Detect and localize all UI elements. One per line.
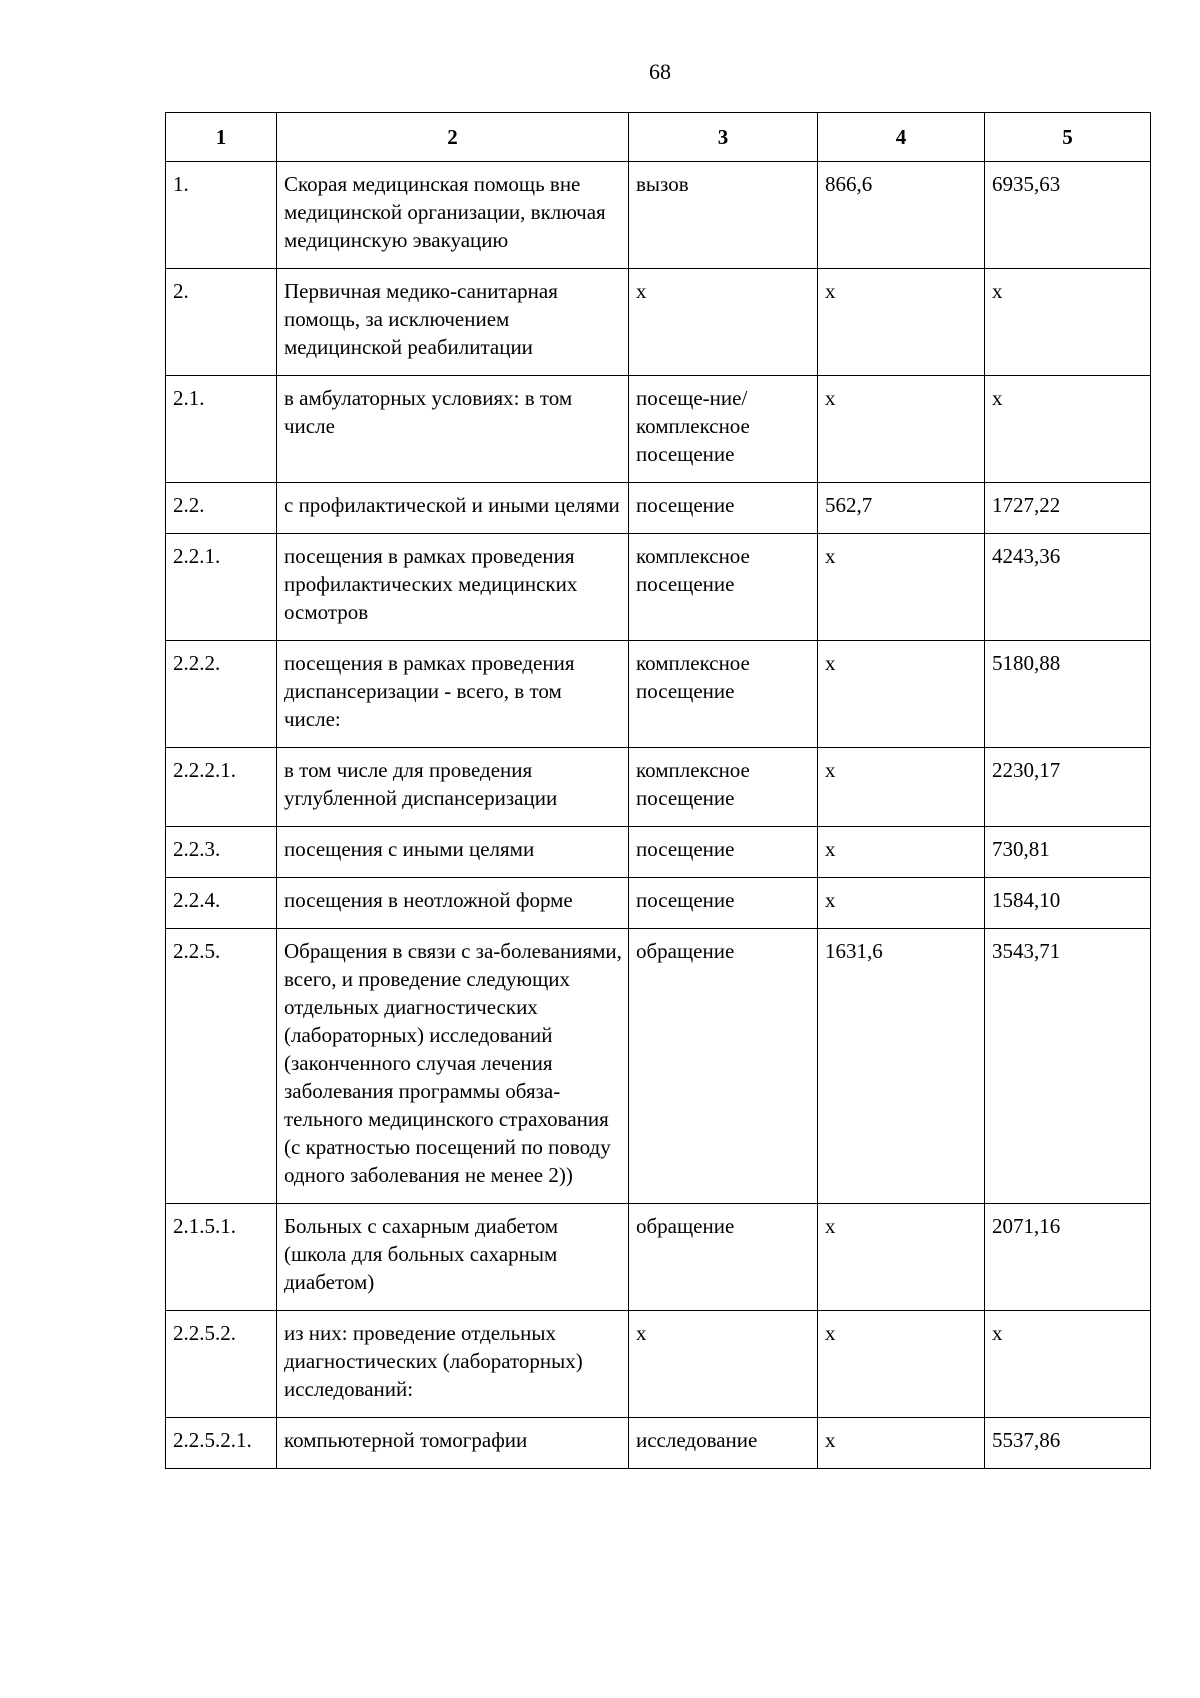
description-cell: посещения в неотложной форме — [277, 878, 629, 929]
unit-cell: исследование — [629, 1418, 818, 1469]
volume-cell: х — [818, 1311, 985, 1418]
volume-cell: 866,6 — [818, 162, 985, 269]
table-row — [166, 1311, 1151, 1418]
column-header: 1 — [166, 113, 277, 162]
unit-cell: х — [629, 1311, 818, 1418]
table-row — [166, 827, 1151, 878]
table-row — [166, 641, 1151, 748]
volume-cell: х — [818, 641, 985, 748]
table-row — [166, 1204, 1151, 1311]
volume-cell: 562,7 — [818, 483, 985, 534]
row-number-cell: 2.1.5.1. — [166, 1204, 277, 1311]
table-row — [166, 748, 1151, 827]
cost-cell: 4243,36 — [985, 534, 1151, 641]
table-row — [166, 269, 1151, 376]
table-row — [166, 534, 1151, 641]
page-number: 68 — [649, 59, 671, 84]
volume-cell: х — [818, 534, 985, 641]
description-cell: в амбулаторных условиях: в том числе — [277, 376, 629, 483]
unit-cell: вызов — [629, 162, 818, 269]
table-row — [166, 929, 1151, 1204]
column-header: 2 — [277, 113, 629, 162]
description-cell: Обращения в связи с за-болеваниями, всего, и проведение следующих отдельных диагностических (лабораторных) исследований (законченного случая лечения заболевания программы обяза-тельного медицинского страхования (с кратностью посещений по поводу одного заболевания не менее 2)) — [277, 929, 629, 1204]
row-number-cell: 2. — [166, 269, 277, 376]
cost-cell: 2071,16 — [985, 1204, 1151, 1311]
tariff-table — [165, 112, 1151, 1469]
unit-cell: комплексное посещение — [629, 641, 818, 748]
column-header: 5 — [985, 113, 1151, 162]
volume-cell: х — [818, 1418, 985, 1469]
unit-cell: комплексное посещение — [629, 748, 818, 827]
row-number-cell: 2.2.2. — [166, 641, 277, 748]
cost-cell: 1727,22 — [985, 483, 1151, 534]
unit-cell: х — [629, 269, 818, 376]
table-row — [166, 1418, 1151, 1469]
description-cell: посещения в рамках проведения профилактических медицинских осмотров — [277, 534, 629, 641]
description-cell: в том числе для проведения углубленной диспансеризации — [277, 748, 629, 827]
description-cell: посещения с иными целями — [277, 827, 629, 878]
description-cell: Скорая медицинская помощь вне медицинской организации, включая медицинскую эвакуацию — [277, 162, 629, 269]
row-number-cell: 2.2.5.2.1. — [166, 1418, 277, 1469]
cost-cell: х — [985, 269, 1151, 376]
cost-cell: х — [985, 1311, 1151, 1418]
row-number-cell: 2.2.5.2. — [166, 1311, 277, 1418]
row-number-cell: 2.2.4. — [166, 878, 277, 929]
table-row — [166, 878, 1151, 929]
column-header: 3 — [629, 113, 818, 162]
volume-cell: х — [818, 827, 985, 878]
description-cell: компьютерной томографии — [277, 1418, 629, 1469]
row-number-cell: 2.2. — [166, 483, 277, 534]
volume-cell: х — [818, 878, 985, 929]
row-number-cell: 2.2.5. — [166, 929, 277, 1204]
cost-cell: х — [985, 376, 1151, 483]
cost-cell: 6935,63 — [985, 162, 1151, 269]
table-row — [166, 376, 1151, 483]
volume-cell: 1631,6 — [818, 929, 985, 1204]
volume-cell: х — [818, 376, 985, 483]
volume-cell: х — [818, 269, 985, 376]
description-cell: Больных с сахарным диабетом (школа для больных сахарным диабетом) — [277, 1204, 629, 1311]
unit-cell: комплексное посещение — [629, 534, 818, 641]
cost-cell: 1584,10 — [985, 878, 1151, 929]
unit-cell: посещение — [629, 483, 818, 534]
row-number-cell: 2.2.2.1. — [166, 748, 277, 827]
unit-cell: обращение — [629, 1204, 818, 1311]
table-row — [166, 483, 1151, 534]
description-cell: из них: проведение отдельных диагностических (лабораторных) исследований: — [277, 1311, 629, 1418]
unit-cell: посеще-ние/комплексное посещение — [629, 376, 818, 483]
description-cell: с профилактической и иными целями — [277, 483, 629, 534]
description-cell: посещения в рамках проведения диспансеризации - всего, в том числе: — [277, 641, 629, 748]
row-number-cell: 2.2.1. — [166, 534, 277, 641]
row-number-cell: 2.1. — [166, 376, 277, 483]
volume-cell: х — [818, 748, 985, 827]
unit-cell: посещение — [629, 827, 818, 878]
column-header: 4 — [818, 113, 985, 162]
cost-cell: 5537,86 — [985, 1418, 1151, 1469]
cost-cell: 3543,71 — [985, 929, 1151, 1204]
cost-cell: 730,81 — [985, 827, 1151, 878]
description-cell: Первичная медико-санитарная помощь, за исключением медицинской реабилитации — [277, 269, 629, 376]
unit-cell: обращение — [629, 929, 818, 1204]
volume-cell: х — [818, 1204, 985, 1311]
row-number-cell: 1. — [166, 162, 277, 269]
row-number-cell: 2.2.3. — [166, 827, 277, 878]
cost-cell: 2230,17 — [985, 748, 1151, 827]
cost-cell: 5180,88 — [985, 641, 1151, 748]
table-header-row — [166, 113, 1151, 162]
unit-cell: посещение — [629, 878, 818, 929]
table-row — [166, 162, 1151, 269]
